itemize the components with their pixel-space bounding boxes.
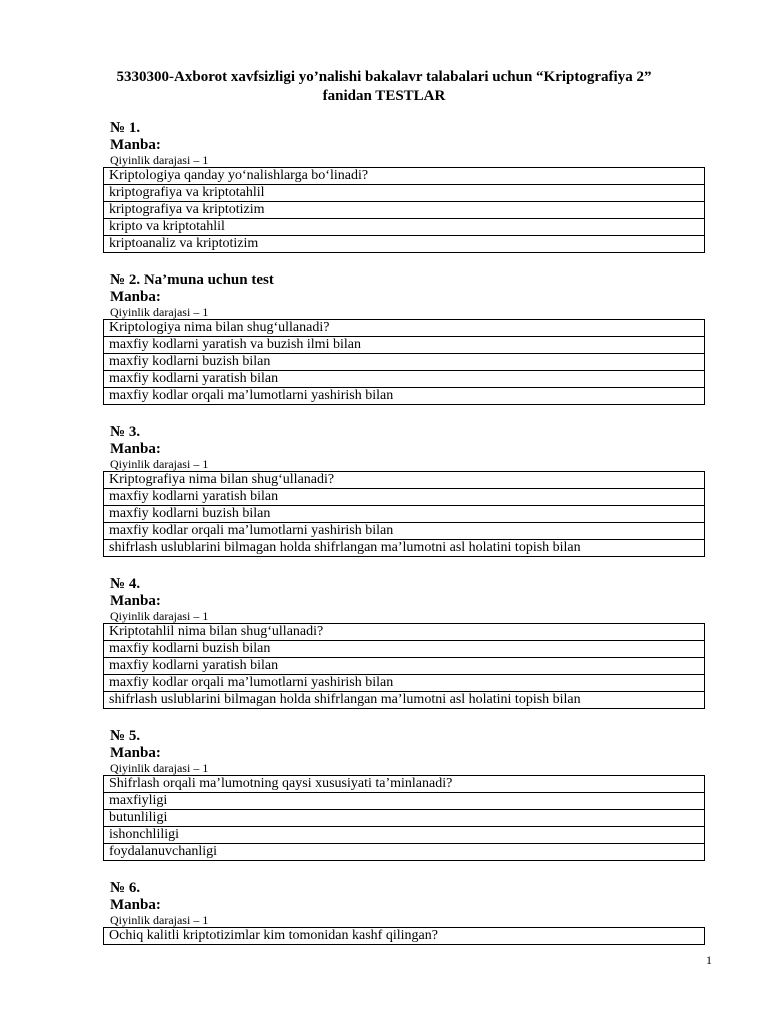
question-row	[104, 776, 705, 793]
document-title	[60, 68, 708, 106]
question-source-label: Manba:	[110, 593, 161, 609]
question-table	[103, 623, 705, 709]
answer-row	[104, 506, 705, 523]
answer-option: butunliligi	[104, 810, 705, 827]
question-text: Shifrlash orqali ma’lumotning qaysi xususiyati ta’minlanadi?	[104, 776, 705, 793]
question-difficulty: Qiyinlik darajasi – 1	[110, 913, 209, 927]
answer-row	[104, 236, 705, 253]
answer-option: maxfiy kodlarni yaratish bilan	[104, 658, 705, 675]
question-number: № 3.	[110, 424, 141, 440]
question-row	[104, 472, 705, 489]
question-difficulty: Qiyinlik darajasi – 1	[110, 153, 209, 167]
question-row	[104, 320, 705, 337]
answer-row	[104, 844, 705, 861]
answer-option: maxfiy kodlarni buzish bilan	[104, 641, 705, 658]
question-number: № 5.	[110, 728, 141, 744]
question-number: № 4.	[110, 576, 141, 592]
question-text: Kriptologiya nima bilan shug‘ullanadi?	[104, 320, 705, 337]
question-text: Kriptografiya nima bilan shug‘ullanadi?	[104, 472, 705, 489]
answer-option: maxfiy kodlarni buzish bilan	[104, 506, 705, 523]
answer-row	[104, 827, 705, 844]
answer-row	[104, 793, 705, 810]
answer-option: maxfiy kodlarni yaratish va buzish ilmi bilan	[104, 337, 705, 354]
question-block	[103, 424, 705, 557]
question-table	[103, 167, 705, 253]
question-source-label: Manba:	[110, 137, 161, 153]
answer-row	[104, 388, 705, 405]
answer-row	[104, 489, 705, 506]
answer-row	[104, 692, 705, 709]
question-source-label: Manba:	[110, 441, 161, 457]
answer-option: shifrlash uslublarini bilmagan holda shifrlangan ma’lumotni asl holatini topish bilan	[104, 540, 705, 557]
answer-row	[104, 523, 705, 540]
answer-option: kriptografiya va kriptotahlil	[104, 185, 705, 202]
question-source-label: Manba:	[110, 289, 161, 305]
answer-option: maxfiy kodlarni yaratish bilan	[104, 371, 705, 388]
question-table	[103, 927, 705, 945]
answer-row	[104, 658, 705, 675]
answer-option: maxfiy kodlar orqali ma’lumotlarni yashirish bilan	[104, 523, 705, 540]
answer-row	[104, 185, 705, 202]
answer-option: ishonchliligi	[104, 827, 705, 844]
question-table	[103, 775, 705, 861]
answer-row	[104, 371, 705, 388]
answer-row	[104, 219, 705, 236]
question-block	[103, 272, 705, 405]
question-difficulty: Qiyinlik darajasi – 1	[110, 609, 209, 623]
question-text: Ochiq kalitli kriptotizimlar kim tomonidan kashf qilingan?	[104, 928, 705, 945]
answer-option: maxfiyligi	[104, 793, 705, 810]
answer-option: kriptografiya va kriptotizim	[104, 202, 705, 219]
answer-option: kriptoanaliz va kriptotizim	[104, 236, 705, 253]
page-number: 1	[706, 953, 712, 967]
answer-row	[104, 540, 705, 557]
question-block	[103, 576, 705, 709]
answer-option: foydalanuvchanligi	[104, 844, 705, 861]
question-difficulty: Qiyinlik darajasi – 1	[110, 457, 209, 471]
answer-row	[104, 202, 705, 219]
question-source-label: Manba:	[110, 897, 161, 913]
document-title-line-1: 5330300-Axborot xavfsizligi yo’nalishi bakalavr talabalari uchun “Kriptografiya 2”	[116, 69, 652, 85]
question-number: № 6.	[110, 880, 141, 896]
answer-option: maxfiy kodlarni yaratish bilan	[104, 489, 705, 506]
answer-row	[104, 641, 705, 658]
question-row	[104, 168, 705, 185]
answer-row	[104, 810, 705, 827]
document-title-line-2: fanidan TESTLAR	[322, 88, 446, 104]
answer-row	[104, 354, 705, 371]
question-row	[104, 624, 705, 641]
question-number: № 2. Na’muna uchun test	[110, 272, 274, 288]
answer-option: kripto va kriptotahlil	[104, 219, 705, 236]
answer-option: maxfiy kodlar orqali ma’lumotlarni yashirish bilan	[104, 388, 705, 405]
answer-option: shifrlash uslublarini bilmagan holda shifrlangan ma’lumotni asl holatini topish bilan	[104, 692, 705, 709]
question-source-label: Manba:	[110, 745, 161, 761]
answer-row	[104, 675, 705, 692]
question-text: Kriptologiya qanday yo‘nalishlarga bo‘linadi?	[104, 168, 705, 185]
answer-row	[104, 337, 705, 354]
question-block	[103, 728, 705, 861]
question-text: Kriptotahlil nima bilan shug‘ullanadi?	[104, 624, 705, 641]
question-table	[103, 319, 705, 405]
question-difficulty: Qiyinlik darajasi – 1	[110, 761, 209, 775]
question-block	[103, 880, 705, 945]
question-difficulty: Qiyinlik darajasi – 1	[110, 305, 209, 319]
answer-option: maxfiy kodlar orqali ma’lumotlarni yashirish bilan	[104, 675, 705, 692]
question-row	[104, 928, 705, 945]
question-block	[103, 120, 705, 253]
question-table	[103, 471, 705, 557]
answer-option: maxfiy kodlarni buzish bilan	[104, 354, 705, 371]
question-number: № 1.	[110, 120, 141, 136]
